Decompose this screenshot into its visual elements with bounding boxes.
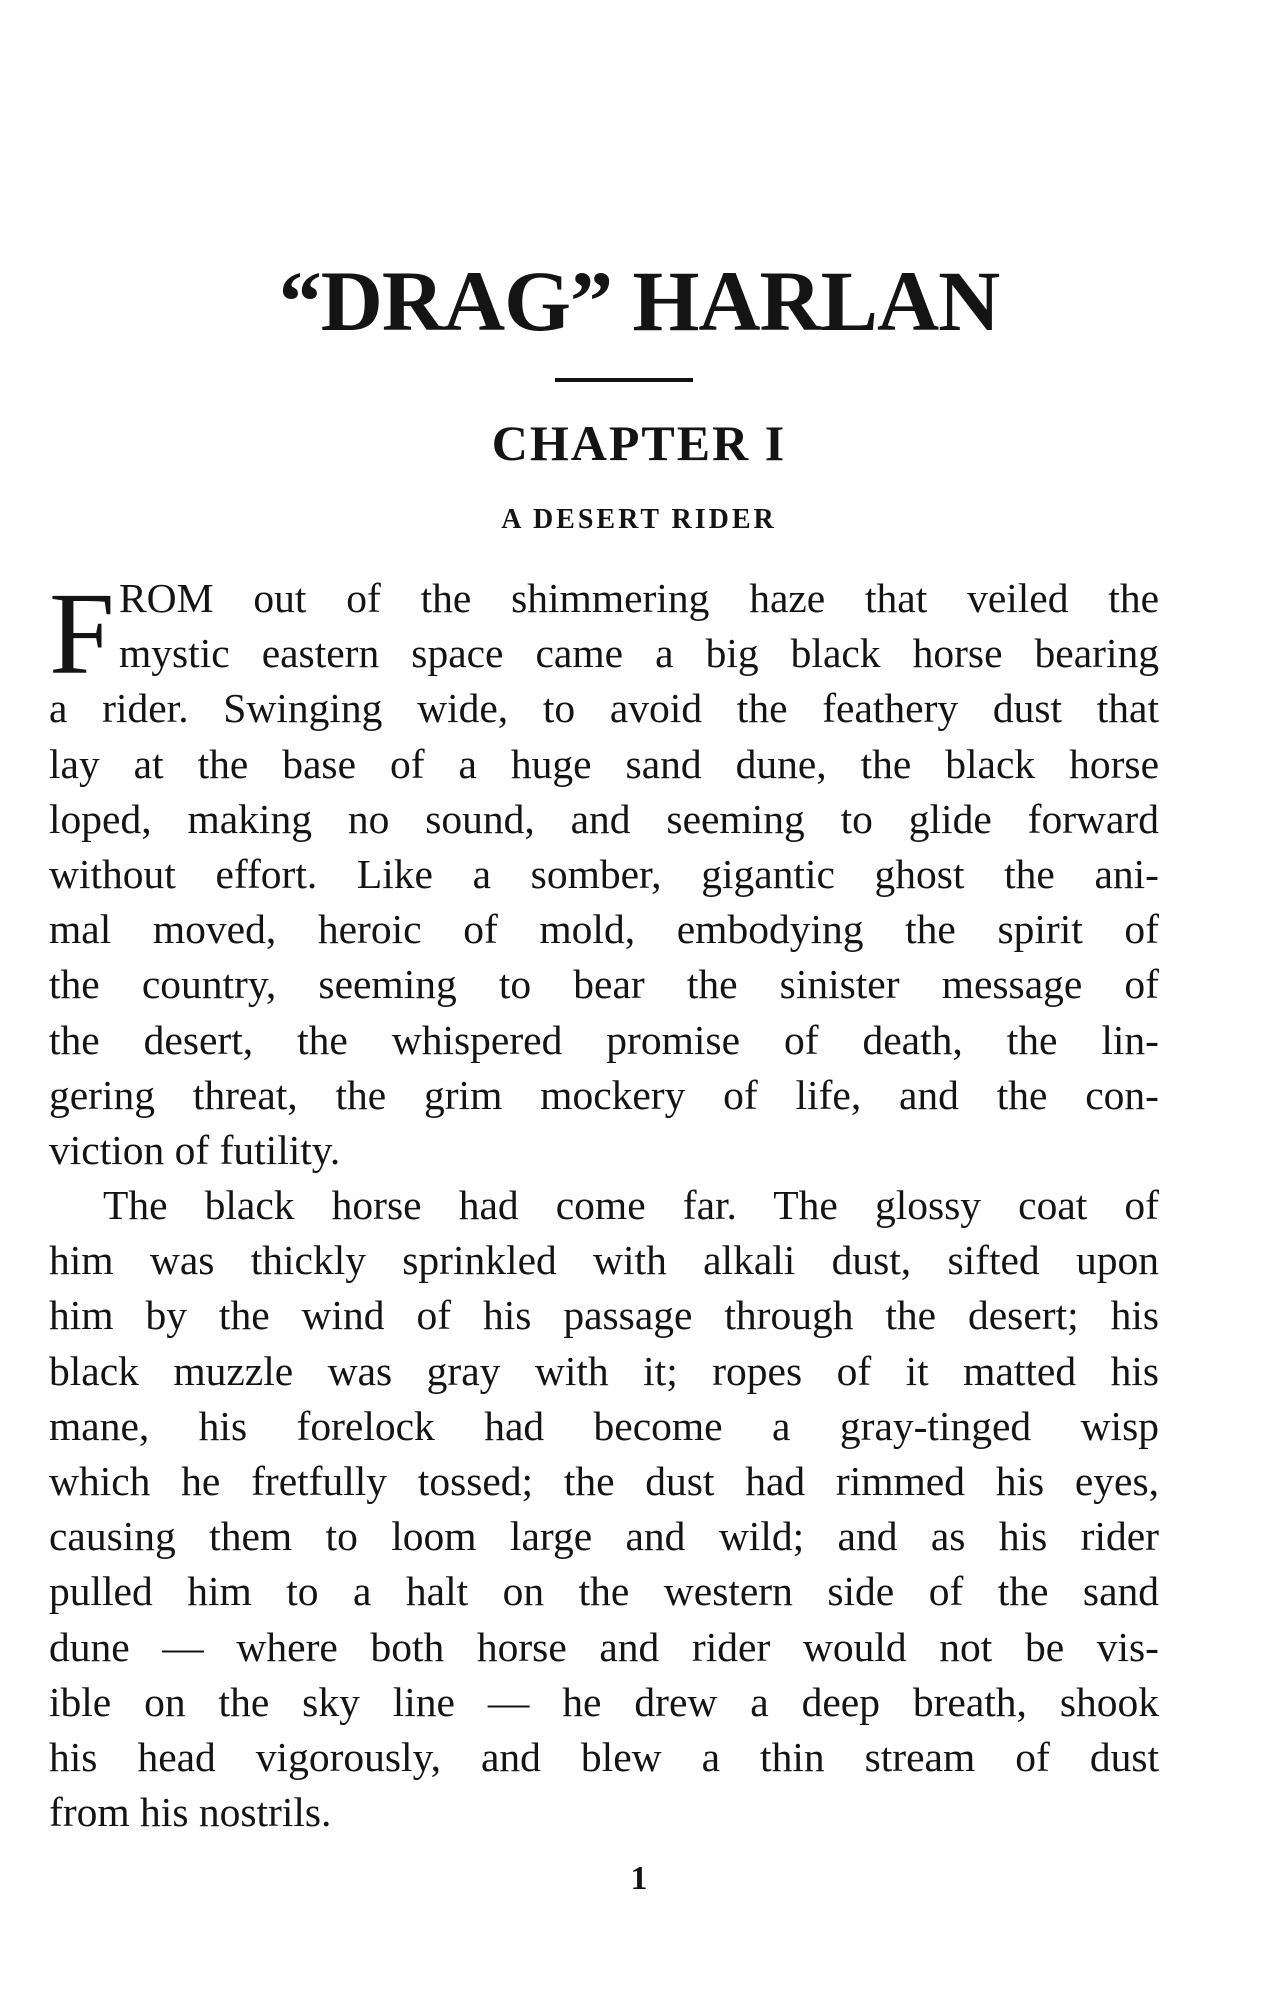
- text-line: without effort. Like a somber, gigantic ghost the ani-: [49, 850, 1159, 897]
- text-line: mal moved, heroic of mold, embodying the spirit of: [49, 906, 1159, 953]
- text-line: him was thickly sprinkled with alkali dust, sifted upon: [49, 1237, 1159, 1284]
- body-text: [49, 568, 1159, 1840]
- text-line: from his nostrils.: [49, 1789, 332, 1836]
- text-line: mane, his forelock had become a gray-tinged wisp: [49, 1402, 1159, 1449]
- page-number: 1: [630, 1860, 648, 1897]
- text-line: the country, seeming to bear the sinister message of: [49, 961, 1159, 1008]
- chapter-number: CHAPTER I: [491, 415, 787, 471]
- drop-cap: F: [49, 568, 115, 699]
- text-line: the desert, the whispered promise of death, the lin-: [49, 1016, 1159, 1063]
- text-line: The black horse had come far. The glossy coat of: [103, 1182, 1159, 1229]
- text-line: viction of futility.: [49, 1126, 341, 1173]
- text-line: loped, making no sound, and seeming to glide forward: [49, 795, 1159, 842]
- text-line: dune — where both horse and rider would not be vis-: [49, 1623, 1159, 1670]
- text-line: causing them to loom large and wild; and as his rider: [49, 1513, 1159, 1560]
- title-divider: [555, 378, 693, 382]
- text-line: gering threat, the grim mockery of life, and the con-: [49, 1071, 1159, 1118]
- text-line: ROM out of the shimmering haze that veiled the: [119, 575, 1159, 621]
- book-title: “DRAG” HARLAN: [278, 253, 1000, 349]
- text-line: pulled him to a halt on the western side of the sand: [49, 1568, 1159, 1615]
- chapter-title: A DESERT RIDER: [501, 504, 777, 535]
- text-line: black muzzle was gray with it; ropes of it matted his: [49, 1347, 1159, 1394]
- text-line: ible on the sky line — he drew a deep breath, shook: [49, 1678, 1159, 1725]
- text-line: mystic eastern space came a big black horse bearing: [119, 630, 1159, 677]
- text-line: lay at the base of a huge sand dune, the black horse: [49, 740, 1159, 787]
- text-line: a rider. Swinging wide, to avoid the feathery dust that: [49, 685, 1159, 732]
- text-line: his head vigorously, and blew a thin stream of dust: [49, 1733, 1159, 1780]
- text-line: which he fretfully tossed; the dust had rimmed his eyes,: [49, 1458, 1159, 1504]
- text-line: him by the wind of his passage through the desert; his: [49, 1292, 1159, 1339]
